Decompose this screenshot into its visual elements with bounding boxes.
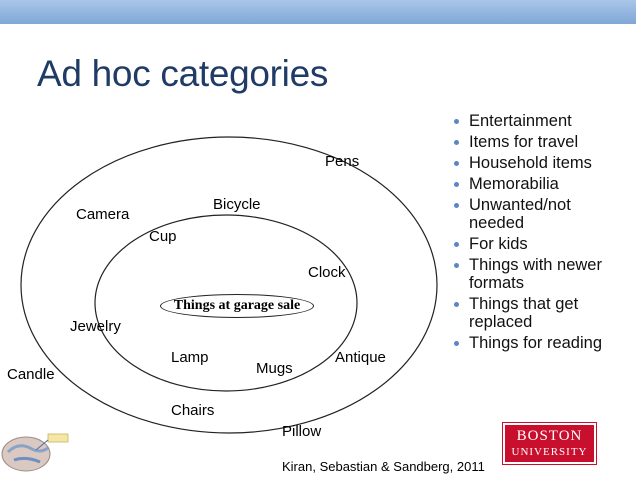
item-antique: Antique xyxy=(335,349,386,366)
bullet-item: Household items xyxy=(452,154,628,172)
item-pens: Pens xyxy=(325,153,360,170)
item-chairs: Chairs xyxy=(171,402,215,419)
item-bicycle: Bicycle xyxy=(213,196,261,213)
core-category-label: Things at garage sale xyxy=(160,294,314,318)
bullet-item: Things that get replaced xyxy=(452,295,628,331)
slide-title: Ad hoc categories xyxy=(37,53,329,94)
boston-university-logo xyxy=(503,423,596,464)
bullet-item: Items for travel xyxy=(452,133,628,151)
bullet-item: Memorabilia xyxy=(452,175,628,193)
outer-ellipse xyxy=(21,137,437,433)
brain-icon xyxy=(0,426,72,474)
item-mugs: Mugs xyxy=(256,360,293,377)
logo-line-2: UNIVERSITY xyxy=(511,446,588,458)
item-cup: Cup xyxy=(149,228,177,245)
item-clock: Clock xyxy=(308,264,346,281)
bullet-item: For kids xyxy=(452,235,628,253)
bullet-item: Things with newer formats xyxy=(452,256,628,292)
item-pillow: Pillow xyxy=(282,423,322,440)
item-candle: Candle xyxy=(7,366,55,383)
item-jewelry: Jewelry xyxy=(70,318,121,335)
item-lamp: Lamp xyxy=(171,349,209,366)
category-bullet-list xyxy=(452,112,628,355)
bullet-item: Things for reading xyxy=(452,334,628,352)
bullet-item: Entertainment xyxy=(452,112,628,130)
bullet-item: Unwanted/not needed xyxy=(452,196,628,232)
logo-line-1: BOSTON xyxy=(516,428,583,444)
citation: Kiran, Sebastian & Sandberg, 2011 xyxy=(282,459,485,474)
item-camera: Camera xyxy=(76,206,130,223)
